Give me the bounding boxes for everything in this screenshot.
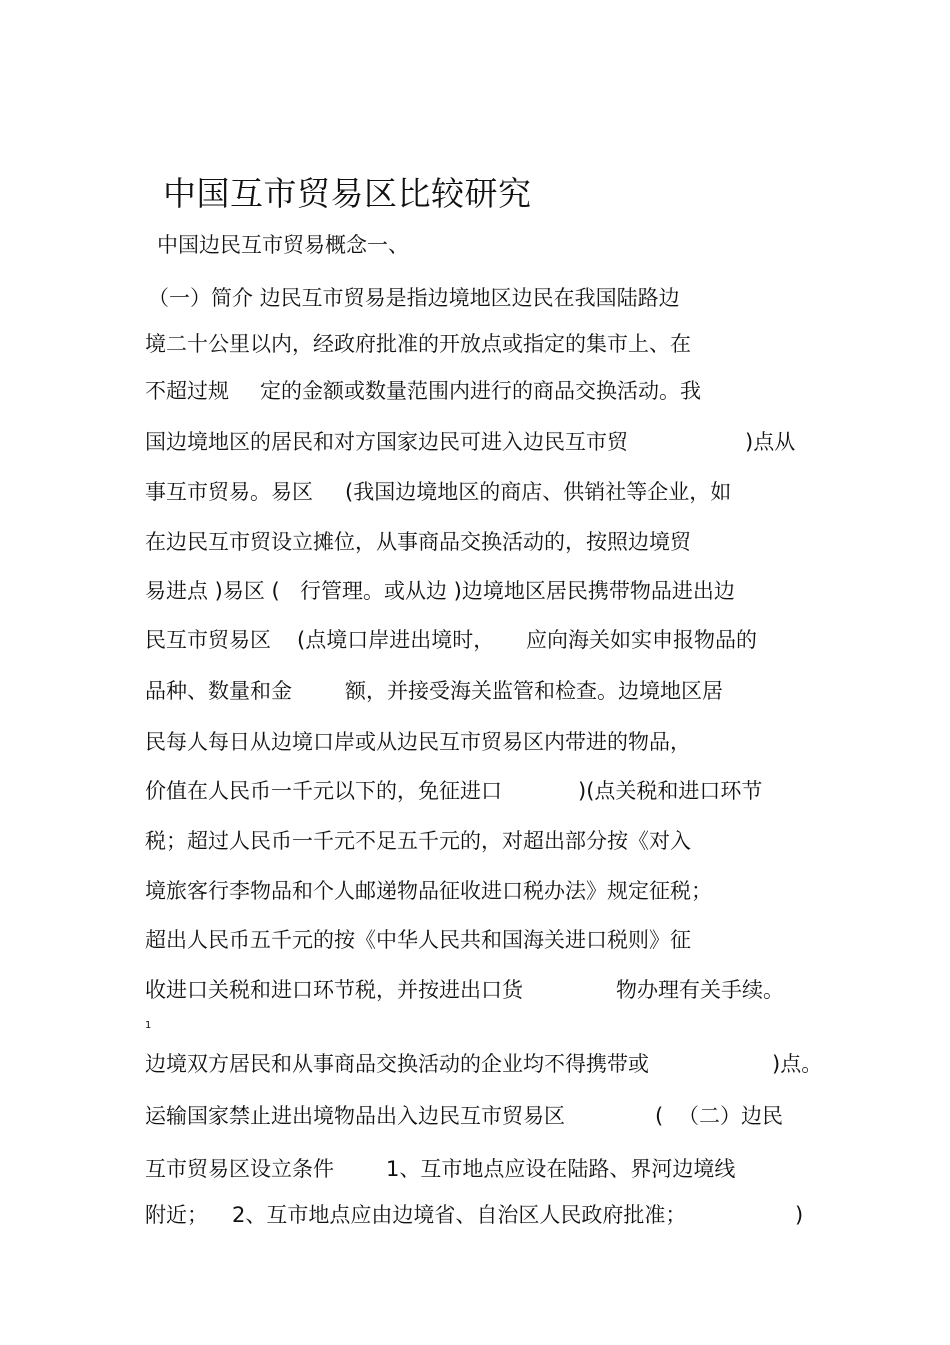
line-segment: 运输国家禁止进出境物品出入边民互市贸易区 xyxy=(145,1104,565,1128)
line-segment: (我国边境地区的商店、供销社等企业，如 xyxy=(345,480,732,504)
line-segment: 价值在人民币一千元以下的，免征进口 xyxy=(145,779,502,803)
line-segment: 应向海关如实申报物品的 xyxy=(526,628,757,652)
line-segment: 收进口关税和进口环节税，并按进出口货 xyxy=(145,978,523,1002)
line-segment: )点从 xyxy=(745,430,796,454)
line-segment: 边境双方居民和从事商品交换活动的企业均不得携带或 xyxy=(145,1052,649,1076)
line-segment: 1、互市地点应设在陆路、界河边境线 xyxy=(386,1157,736,1181)
line-segment: ( xyxy=(655,1104,664,1128)
line-segment: 事互市贸易。易区 xyxy=(145,480,313,504)
line-segment: 超出人民币五千元的按《中华人民共和国海关进口税则》征 xyxy=(145,928,691,952)
line-segment: 在边民互市贸设立摊位，从事商品交换活动的，按照边境贸 xyxy=(145,530,691,554)
line-segment: （二）边民 xyxy=(678,1104,783,1128)
line-segment: 定的金额或数量范围内进行的商品交换活动。我 xyxy=(260,379,701,403)
line-segment: )(点关税和进口环节 xyxy=(578,779,763,803)
line-segment: 民互市贸易区 xyxy=(145,628,271,652)
line-segment: 民每人每日从边境口岸或从边民互市贸易区内带进的物品， xyxy=(145,730,691,754)
page-title: 中国互市贸易区比较研究 xyxy=(163,174,532,213)
line-segment: 物办理有关手续。 xyxy=(616,978,784,1002)
line-segment: 易进点 )易区 ( xyxy=(145,579,280,603)
line-segment: 境二十公里以内，经政府批准的开放点或指定的集市上、在 xyxy=(145,332,691,356)
line-segment: 额，并接受海关监管和检查。边境地区居 xyxy=(345,679,723,703)
line-segment: 附近； xyxy=(145,1203,208,1227)
line-segment: )点。 xyxy=(772,1052,823,1076)
line-segment: 不超过规 xyxy=(145,379,229,403)
line-segment: 2、互市地点应由边境省、自治区人民政府批准； xyxy=(232,1203,687,1227)
line-segment: 国边境地区的居民和对方国家边民可进入边民互市贸 xyxy=(145,430,628,454)
line-segment: 行管理。或从边 )边境地区居民携带物品进出边 xyxy=(300,579,735,603)
line-segment: 税；超过人民币一千元不足五千元的，对超出部分按《对入 xyxy=(145,829,691,853)
line-segment: 品种、数量和金 xyxy=(145,679,292,703)
line-segment: ) xyxy=(795,1203,804,1227)
line-segment: 互市贸易区设立条件 xyxy=(145,1157,334,1181)
line-segment: (点境口岸进出境时， xyxy=(297,628,495,652)
line-segment: 境旅客行李物品和个人邮递物品征收进口税办法》规定征税； xyxy=(145,879,712,903)
footnote-mark: 1 xyxy=(145,1020,152,1031)
section-heading: 中国边民互市贸易概念一、 xyxy=(157,233,409,257)
line-segment: （一）简介 边民互市贸易是指边境地区边民在我国陆路边 xyxy=(148,286,680,310)
